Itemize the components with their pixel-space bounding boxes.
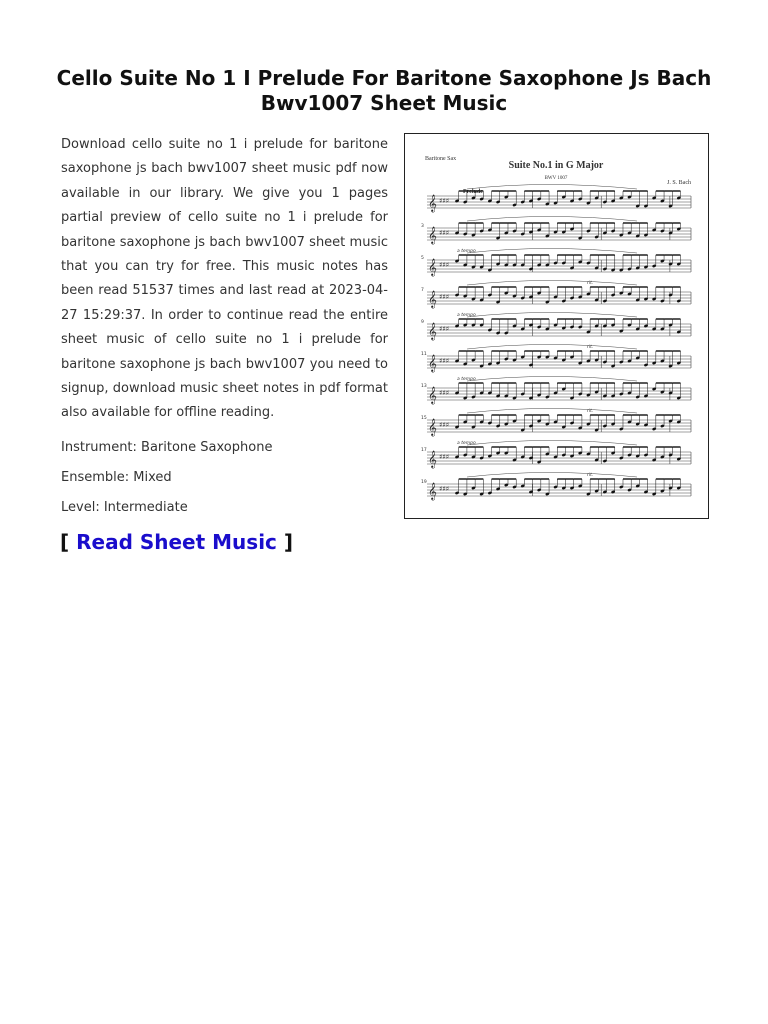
sheet-composer: J. S. Bach [667,180,691,186]
measure-number: 19 [421,480,427,485]
cta-close-bracket: ] [283,530,294,554]
staff [421,472,691,500]
treble-clef-icon: 𝄞 [428,226,437,244]
tempo-marking: a tempo [457,313,476,318]
read-sheet-music-link[interactable]: Read Sheet Music [76,530,277,554]
key-signature-icon: ♯♯♯ [439,261,450,269]
key-signature-icon: ♯♯♯ [439,293,450,301]
tempo-marking: rit. [587,281,594,286]
measure-number: 15 [421,416,427,421]
measure-number: 11 [421,352,427,357]
key-signature-icon: ♯♯♯ [439,485,450,493]
tempo-marking: a tempo [457,249,476,254]
tempo-marking: rit. [587,473,594,478]
key-signature-icon: ♯♯♯ [439,197,450,205]
treble-clef-icon: 𝄞 [428,258,437,276]
key-signature-icon: ♯♯♯ [439,325,450,333]
treble-clef-icon: 𝄞 [428,482,437,500]
tempo-marking: rit. [587,345,594,350]
key-signature-icon: ♯♯♯ [439,389,450,397]
sheet-instrument: Baritone Sax [425,156,457,162]
treble-clef-icon: 𝄞 [428,450,437,468]
cta-open-bracket: [ [60,530,70,554]
music-staves [421,185,691,501]
staff [421,312,691,340]
staff [421,248,691,276]
measure-number: 9 [421,320,424,325]
sheet-movement: Prelude [463,189,483,195]
treble-clef-icon: 𝄞 [428,194,437,212]
sheet-music-preview[interactable] [404,133,709,519]
staff [421,408,691,436]
key-signature-icon: ♯♯♯ [439,229,450,237]
key-signature-icon: ♯♯♯ [439,453,450,461]
tempo-marking: a tempo [457,377,476,382]
treble-clef-icon: 𝄞 [428,418,437,436]
measure-number: 13 [421,384,427,389]
measure-number: 7 [421,288,424,293]
treble-clef-icon: 𝄞 [428,322,437,340]
measure-number: 5 [421,256,424,261]
sheet-title: Suite No.1 in G Major [508,160,604,171]
treble-clef-icon: 𝄞 [428,290,437,308]
page-title: Cello Suite No 1 I Prelude For Baritone Saxophone Js Bach Bwv1007 Sheet Music [56,66,712,115]
sheet-catalog: BWV 1007 [544,176,568,181]
sheet-music-image [405,134,708,518]
description-text: Download cello suite no 1 i prelude for baritone saxophone js bach bwv1007 sheet music pdf now available in our library. We give you 1 pages partial preview of cello suite no 1 i prelude for baritone saxophone js bach bwv1007 sheet music that you can try for free. This music notes has been read 51537 times and last read at 2023-04-27 15:29:37. In order to continue read the entire sheet music of cello suite no 1 i prelude for baritone saxophone js bach bwv1007 you need to signup, download music sheet notes in pdf format also available for offline reading. [61,137,388,421]
staff [421,280,691,308]
level-info: Level: Intermediate [61,500,188,515]
measure-number: 17 [421,448,427,453]
key-signature-icon: ♯♯♯ [439,357,450,365]
tempo-marking: rit. [587,409,594,414]
key-signature-icon: ♯♯♯ [439,421,450,429]
tempo-marking: a tempo [457,441,476,446]
staff [421,376,691,404]
staff [421,344,691,372]
staff [421,217,691,245]
read-sheet-music-cta [60,530,293,554]
instrument-info: Instrument: Baritone Saxophone [61,440,273,455]
staff [421,440,691,468]
treble-clef-icon: 𝄞 [428,386,437,404]
treble-clef-icon: 𝄞 [428,354,437,372]
ensemble-info: Ensemble: Mixed [61,470,172,485]
measure-number: 3 [421,224,424,229]
